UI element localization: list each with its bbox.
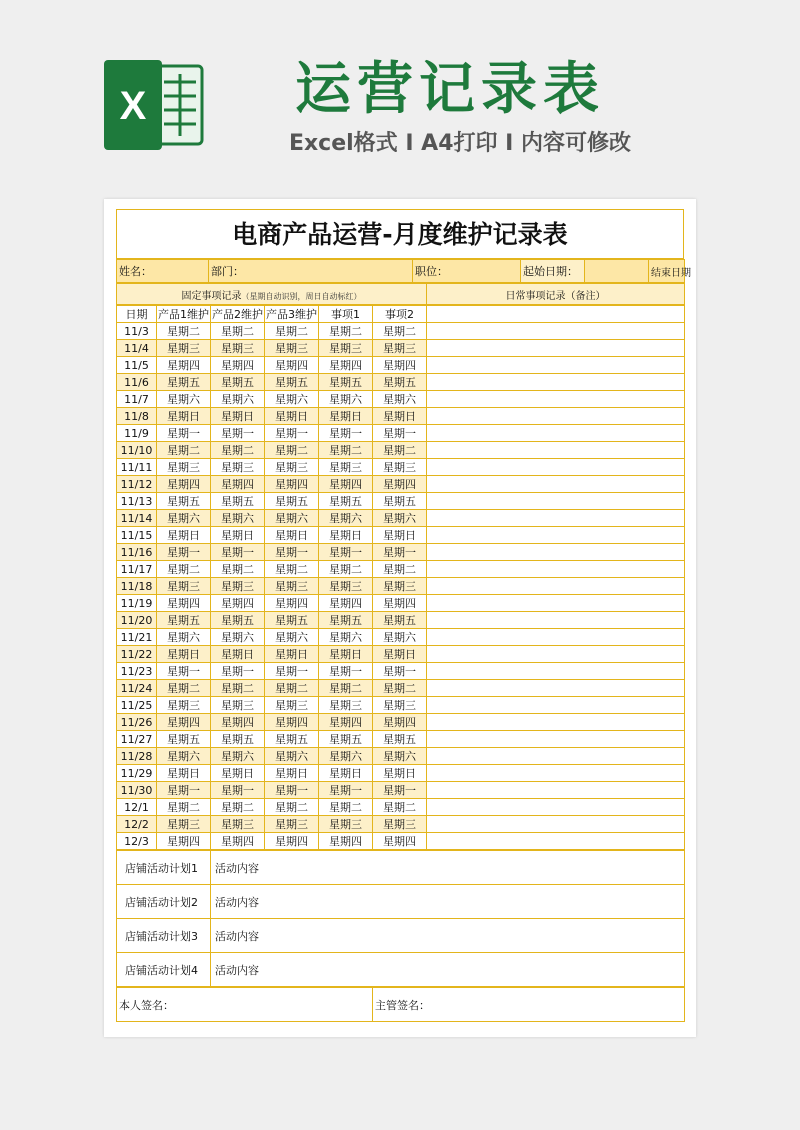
- day-row: [117, 425, 685, 442]
- day-row: [117, 578, 685, 595]
- day-item2-cell[interactable]: 星期日: [373, 408, 427, 425]
- day-product2-cell[interactable]: 星期五: [211, 731, 265, 748]
- day-date-cell: 11/18: [117, 578, 157, 595]
- plan-content-field[interactable]: 活动内容: [211, 851, 685, 885]
- plans-body: [117, 851, 685, 987]
- day-notes-cell[interactable]: [427, 833, 685, 850]
- plan-content-field[interactable]: 活动内容: [211, 919, 685, 953]
- paper-sheet: [104, 199, 696, 1037]
- day-row: [117, 374, 685, 391]
- day-notes-cell[interactable]: [427, 527, 685, 544]
- day-product2-cell[interactable]: 星期二: [211, 680, 265, 697]
- day-product1-cell[interactable]: 星期四: [157, 833, 211, 850]
- fixed-items-header: [117, 284, 427, 305]
- day-item2-cell[interactable]: 星期四: [373, 476, 427, 493]
- day-item1-cell[interactable]: 星期日: [319, 527, 373, 544]
- day-notes-cell[interactable]: [427, 357, 685, 374]
- day-item2-cell[interactable]: 星期二: [373, 323, 427, 340]
- day-product3-cell[interactable]: 星期日: [265, 646, 319, 663]
- column-header-product2: 产品2维护: [211, 306, 265, 323]
- day-item2-cell[interactable]: 星期三: [373, 340, 427, 357]
- day-notes-cell[interactable]: [427, 816, 685, 833]
- day-date-cell: 11/8: [117, 408, 157, 425]
- day-product3-cell[interactable]: 星期六: [265, 510, 319, 527]
- day-product1-cell[interactable]: 星期二: [157, 442, 211, 459]
- day-date-cell: 11/25: [117, 697, 157, 714]
- day-product2-cell[interactable]: 星期三: [211, 459, 265, 476]
- day-product2-cell[interactable]: 星期四: [211, 595, 265, 612]
- day-notes-cell[interactable]: [427, 340, 685, 357]
- day-product2-cell[interactable]: 星期六: [211, 510, 265, 527]
- day-row: [117, 510, 685, 527]
- day-item1-cell[interactable]: 星期三: [319, 816, 373, 833]
- day-product3-cell[interactable]: 星期日: [265, 408, 319, 425]
- column-header-item2: 事项2: [373, 306, 427, 323]
- day-product2-cell[interactable]: 星期二: [211, 323, 265, 340]
- day-notes-cell[interactable]: [427, 646, 685, 663]
- day-row: [117, 697, 685, 714]
- day-date-cell: 11/13: [117, 493, 157, 510]
- day-item2-cell[interactable]: 星期四: [373, 833, 427, 850]
- day-item1-cell[interactable]: 星期六: [319, 510, 373, 527]
- day-product1-cell[interactable]: 星期一: [157, 425, 211, 442]
- day-row: [117, 799, 685, 816]
- day-date-cell: 12/3: [117, 833, 157, 850]
- day-item2-cell[interactable]: 星期四: [373, 357, 427, 374]
- day-date-cell: 11/29: [117, 765, 157, 782]
- day-product1-cell[interactable]: 星期六: [157, 510, 211, 527]
- day-row: [117, 833, 685, 850]
- day-notes-cell[interactable]: [427, 442, 685, 459]
- day-date-cell: 11/21: [117, 629, 157, 646]
- day-row: [117, 595, 685, 612]
- day-product2-cell[interactable]: 星期六: [211, 629, 265, 646]
- day-date-cell: 11/17: [117, 561, 157, 578]
- day-item1-cell[interactable]: 星期一: [319, 663, 373, 680]
- day-product1-cell[interactable]: 星期六: [157, 629, 211, 646]
- day-item1-cell[interactable]: 星期三: [319, 697, 373, 714]
- daily-notes-header-cell[interactable]: [427, 306, 685, 323]
- day-item2-cell[interactable]: 星期三: [373, 459, 427, 476]
- column-header-item1: 事项1: [319, 306, 373, 323]
- day-product3-cell[interactable]: 星期四: [265, 714, 319, 731]
- day-product2-cell[interactable]: 星期二: [211, 442, 265, 459]
- day-item1-cell[interactable]: 星期五: [319, 493, 373, 510]
- day-product1-cell[interactable]: 星期日: [157, 646, 211, 663]
- day-item1-cell[interactable]: 星期五: [319, 374, 373, 391]
- day-product1-cell[interactable]: 星期六: [157, 391, 211, 408]
- day-row: [117, 408, 685, 425]
- plan-content-field[interactable]: 活动内容: [211, 885, 685, 919]
- day-notes-cell[interactable]: [427, 493, 685, 510]
- record-sheet: [116, 209, 691, 1022]
- day-date-cell: 12/1: [117, 799, 157, 816]
- day-item1-cell[interactable]: 星期二: [319, 323, 373, 340]
- day-product3-cell[interactable]: 星期六: [265, 748, 319, 765]
- fixed-items-note: （星期自动识别，周日自动标红）: [241, 291, 362, 301]
- day-product1-cell[interactable]: 星期一: [157, 544, 211, 561]
- day-notes-cell[interactable]: [427, 782, 685, 799]
- day-product1-cell[interactable]: 星期五: [157, 493, 211, 510]
- day-product1-cell[interactable]: 星期二: [157, 680, 211, 697]
- day-product1-cell[interactable]: 星期四: [157, 714, 211, 731]
- day-product2-cell[interactable]: 星期日: [211, 646, 265, 663]
- day-product1-cell[interactable]: 星期二: [157, 561, 211, 578]
- day-item2-cell[interactable]: 星期五: [373, 374, 427, 391]
- day-row: [117, 731, 685, 748]
- plan-row: [117, 919, 685, 953]
- day-date-cell: 11/11: [117, 459, 157, 476]
- sheet-title: 电商产品运营-月度维护记录表: [116, 209, 684, 259]
- day-notes-cell[interactable]: [427, 765, 685, 782]
- day-item2-cell[interactable]: 星期六: [373, 510, 427, 527]
- position-field[interactable]: 职位：: [413, 260, 521, 283]
- day-notes-cell[interactable]: [427, 578, 685, 595]
- day-item2-cell[interactable]: 星期三: [373, 816, 427, 833]
- day-row: [117, 544, 685, 561]
- day-product1-cell[interactable]: 星期三: [157, 578, 211, 595]
- day-row: [117, 323, 685, 340]
- day-product2-cell[interactable]: 星期日: [211, 527, 265, 544]
- day-item1-cell[interactable]: 星期四: [319, 595, 373, 612]
- day-product3-cell[interactable]: 星期五: [265, 612, 319, 629]
- day-row: [117, 612, 685, 629]
- day-product1-cell[interactable]: 星期四: [157, 595, 211, 612]
- day-product1-cell[interactable]: 星期二: [157, 799, 211, 816]
- day-product2-cell[interactable]: 星期三: [211, 697, 265, 714]
- day-row: [117, 391, 685, 408]
- day-item1-cell[interactable]: 星期一: [319, 544, 373, 561]
- end-date-field[interactable]: 结束日期: [649, 260, 685, 283]
- day-item1-cell[interactable]: 星期一: [319, 782, 373, 799]
- day-item2-cell[interactable]: 星期二: [373, 799, 427, 816]
- day-notes-cell[interactable]: [427, 731, 685, 748]
- day-product3-cell[interactable]: 星期三: [265, 816, 319, 833]
- day-item1-cell[interactable]: 星期二: [319, 799, 373, 816]
- day-item2-cell[interactable]: 星期五: [373, 731, 427, 748]
- day-item2-cell[interactable]: 星期二: [373, 561, 427, 578]
- day-row: [117, 442, 685, 459]
- plan-row: [117, 885, 685, 919]
- day-date-cell: 11/7: [117, 391, 157, 408]
- day-date-cell: 11/22: [117, 646, 157, 663]
- day-product3-cell[interactable]: 星期五: [265, 731, 319, 748]
- day-product2-cell[interactable]: 星期日: [211, 765, 265, 782]
- daily-table: [116, 305, 685, 850]
- day-item1-cell[interactable]: 星期六: [319, 629, 373, 646]
- section-header-row: [116, 283, 685, 305]
- day-notes-cell[interactable]: [427, 510, 685, 527]
- day-product3-cell[interactable]: 星期五: [265, 493, 319, 510]
- day-row: [117, 714, 685, 731]
- day-item2-cell[interactable]: 星期日: [373, 765, 427, 782]
- info-row: [116, 259, 691, 283]
- day-row: [117, 765, 685, 782]
- day-product1-cell[interactable]: 星期日: [157, 527, 211, 544]
- day-date-cell: 11/5: [117, 357, 157, 374]
- plan-content-field[interactable]: 活动内容: [211, 953, 685, 987]
- day-date-cell: 11/15: [117, 527, 157, 544]
- day-product2-cell[interactable]: 星期六: [211, 748, 265, 765]
- plan-label: 店铺活动计划4: [117, 953, 211, 987]
- column-header-product1: 产品1维护: [157, 306, 211, 323]
- column-header-product3: 产品3维护: [265, 306, 319, 323]
- day-notes-cell[interactable]: [427, 799, 685, 816]
- day-product2-cell[interactable]: 星期五: [211, 612, 265, 629]
- day-product1-cell[interactable]: 星期一: [157, 663, 211, 680]
- hero-subtitle: Excel格式 I A4打印 I 内容可修改: [288, 131, 632, 156]
- day-notes-cell[interactable]: [427, 459, 685, 476]
- day-product3-cell[interactable]: 星期四: [265, 476, 319, 493]
- day-item2-cell[interactable]: 星期六: [373, 748, 427, 765]
- manager-signature-field[interactable]: 主管签名：: [373, 988, 685, 1022]
- day-product3-cell[interactable]: 星期四: [265, 357, 319, 374]
- day-date-cell: 11/26: [117, 714, 157, 731]
- day-product1-cell[interactable]: 星期六: [157, 748, 211, 765]
- days-body: [117, 323, 685, 850]
- day-date-cell: 11/12: [117, 476, 157, 493]
- day-row: [117, 476, 685, 493]
- day-product1-cell[interactable]: 星期三: [157, 697, 211, 714]
- excel-logo-icon: [102, 56, 204, 154]
- day-notes-cell[interactable]: [427, 476, 685, 493]
- day-item2-cell[interactable]: 星期一: [373, 544, 427, 561]
- name-field[interactable]: 姓名：: [117, 260, 209, 283]
- day-product3-cell[interactable]: 星期二: [265, 323, 319, 340]
- day-product1-cell[interactable]: 星期日: [157, 765, 211, 782]
- day-product1-cell[interactable]: 星期日: [157, 408, 211, 425]
- day-product1-cell[interactable]: 星期一: [157, 782, 211, 799]
- day-notes-cell[interactable]: [427, 561, 685, 578]
- day-row: [117, 748, 685, 765]
- day-product1-cell[interactable]: 星期四: [157, 476, 211, 493]
- day-item1-cell[interactable]: 星期六: [319, 748, 373, 765]
- day-item2-cell[interactable]: 星期一: [373, 663, 427, 680]
- day-row: [117, 340, 685, 357]
- day-notes-cell[interactable]: [427, 748, 685, 765]
- day-notes-cell[interactable]: [427, 544, 685, 561]
- day-date-cell: 11/4: [117, 340, 157, 357]
- day-item2-cell[interactable]: 星期一: [373, 782, 427, 799]
- day-item2-cell[interactable]: 星期六: [373, 629, 427, 646]
- day-product2-cell[interactable]: 星期一: [211, 544, 265, 561]
- day-product3-cell[interactable]: 星期五: [265, 374, 319, 391]
- day-product3-cell[interactable]: 星期三: [265, 578, 319, 595]
- day-product2-cell[interactable]: 星期四: [211, 714, 265, 731]
- day-notes-cell[interactable]: [427, 408, 685, 425]
- day-product1-cell[interactable]: 星期五: [157, 374, 211, 391]
- day-product3-cell[interactable]: 星期二: [265, 799, 319, 816]
- day-date-cell: 11/14: [117, 510, 157, 527]
- day-product1-cell[interactable]: 星期三: [157, 816, 211, 833]
- day-row: [117, 493, 685, 510]
- plan-label: 店铺活动计划2: [117, 885, 211, 919]
- day-date-cell: 11/27: [117, 731, 157, 748]
- start-date-label: 起始日期：: [521, 260, 585, 283]
- day-item1-cell[interactable]: 星期二: [319, 561, 373, 578]
- day-item1-cell[interactable]: 星期一: [319, 425, 373, 442]
- day-date-cell: 11/16: [117, 544, 157, 561]
- day-item2-cell[interactable]: 星期三: [373, 697, 427, 714]
- day-row: [117, 357, 685, 374]
- day-item2-cell[interactable]: 星期六: [373, 391, 427, 408]
- day-item2-cell[interactable]: 星期四: [373, 595, 427, 612]
- day-item2-cell[interactable]: 星期日: [373, 646, 427, 663]
- day-item2-cell[interactable]: 星期二: [373, 680, 427, 697]
- day-notes-cell[interactable]: [427, 391, 685, 408]
- day-row: [117, 782, 685, 799]
- day-product1-cell[interactable]: 星期四: [157, 357, 211, 374]
- day-row: [117, 816, 685, 833]
- day-date-cell: 11/10: [117, 442, 157, 459]
- day-item2-cell[interactable]: 星期三: [373, 578, 427, 595]
- day-notes-cell[interactable]: [427, 697, 685, 714]
- day-date-cell: 11/28: [117, 748, 157, 765]
- day-notes-cell[interactable]: [427, 425, 685, 442]
- day-product2-cell[interactable]: 星期四: [211, 476, 265, 493]
- day-notes-cell[interactable]: [427, 663, 685, 680]
- day-item2-cell[interactable]: 星期四: [373, 714, 427, 731]
- day-product2-cell[interactable]: 星期二: [211, 799, 265, 816]
- signature-row: [116, 987, 685, 1022]
- day-product3-cell[interactable]: 星期三: [265, 340, 319, 357]
- start-date-field[interactable]: [585, 260, 649, 283]
- logo-letter: X: [119, 84, 147, 128]
- day-item2-cell[interactable]: 星期一: [373, 425, 427, 442]
- day-product3-cell[interactable]: 星期二: [265, 442, 319, 459]
- day-notes-cell[interactable]: [427, 629, 685, 646]
- day-notes-cell[interactable]: [427, 612, 685, 629]
- day-product3-cell[interactable]: 星期三: [265, 459, 319, 476]
- day-product3-cell[interactable]: 星期二: [265, 680, 319, 697]
- day-item1-cell[interactable]: 星期四: [319, 357, 373, 374]
- day-item1-cell[interactable]: 星期六: [319, 391, 373, 408]
- day-product2-cell[interactable]: 星期六: [211, 391, 265, 408]
- day-item1-cell[interactable]: 星期四: [319, 833, 373, 850]
- daily-items-header: 日常事项记录（备注）: [427, 284, 685, 305]
- day-product3-cell[interactable]: 星期二: [265, 561, 319, 578]
- day-product2-cell[interactable]: 星期五: [211, 374, 265, 391]
- day-product2-cell[interactable]: 星期二: [211, 561, 265, 578]
- day-item1-cell[interactable]: 星期三: [319, 340, 373, 357]
- day-date-cell: 11/23: [117, 663, 157, 680]
- day-product3-cell[interactable]: 星期四: [265, 595, 319, 612]
- day-item1-cell[interactable]: 星期日: [319, 765, 373, 782]
- day-product3-cell[interactable]: 星期六: [265, 391, 319, 408]
- day-product3-cell[interactable]: 星期三: [265, 697, 319, 714]
- day-product3-cell[interactable]: 星期六: [265, 629, 319, 646]
- column-header-date: 日期: [117, 306, 157, 323]
- day-product3-cell[interactable]: 星期日: [265, 765, 319, 782]
- day-item2-cell[interactable]: 星期二: [373, 442, 427, 459]
- day-item1-cell[interactable]: 星期日: [319, 408, 373, 425]
- day-product2-cell[interactable]: 星期三: [211, 816, 265, 833]
- day-product3-cell[interactable]: 星期一: [265, 425, 319, 442]
- day-notes-cell[interactable]: [427, 714, 685, 731]
- day-row: [117, 680, 685, 697]
- self-signature-field[interactable]: 本人签名：: [117, 988, 373, 1022]
- day-notes-cell[interactable]: [427, 595, 685, 612]
- day-row: [117, 663, 685, 680]
- day-item2-cell[interactable]: 星期五: [373, 493, 427, 510]
- day-date-cell: 12/2: [117, 816, 157, 833]
- day-product2-cell[interactable]: 星期一: [211, 782, 265, 799]
- day-product2-cell[interactable]: 星期五: [211, 493, 265, 510]
- day-item1-cell[interactable]: 星期二: [319, 442, 373, 459]
- day-product3-cell[interactable]: 星期四: [265, 833, 319, 850]
- plans-table: [116, 850, 685, 987]
- day-product2-cell[interactable]: 星期一: [211, 425, 265, 442]
- day-item1-cell[interactable]: 星期五: [319, 612, 373, 629]
- day-row: [117, 629, 685, 646]
- day-date-cell: 11/9: [117, 425, 157, 442]
- day-product3-cell[interactable]: 星期一: [265, 663, 319, 680]
- day-row: [117, 459, 685, 476]
- day-product3-cell[interactable]: 星期一: [265, 544, 319, 561]
- day-date-cell: 11/3: [117, 323, 157, 340]
- day-product1-cell[interactable]: 星期三: [157, 459, 211, 476]
- day-product1-cell[interactable]: 星期三: [157, 340, 211, 357]
- day-item2-cell[interactable]: 星期五: [373, 612, 427, 629]
- day-date-cell: 11/19: [117, 595, 157, 612]
- day-item1-cell[interactable]: 星期三: [319, 459, 373, 476]
- day-notes-cell[interactable]: [427, 323, 685, 340]
- day-item1-cell[interactable]: 星期四: [319, 476, 373, 493]
- plan-row: [117, 851, 685, 885]
- plan-label: 店铺活动计划1: [117, 851, 211, 885]
- fixed-items-label: 固定事项记录: [181, 290, 242, 302]
- day-item1-cell[interactable]: 星期二: [319, 680, 373, 697]
- day-notes-cell[interactable]: [427, 680, 685, 697]
- day-item1-cell[interactable]: 星期五: [319, 731, 373, 748]
- day-date-cell: 11/24: [117, 680, 157, 697]
- day-product2-cell[interactable]: 星期三: [211, 578, 265, 595]
- day-item2-cell[interactable]: 星期日: [373, 527, 427, 544]
- dept-field[interactable]: 部门：: [209, 260, 413, 283]
- hero-title: 运营记录表: [295, 57, 605, 122]
- day-product2-cell[interactable]: 星期一: [211, 663, 265, 680]
- day-date-cell: 11/6: [117, 374, 157, 391]
- day-row: [117, 527, 685, 544]
- day-item1-cell[interactable]: 星期四: [319, 714, 373, 731]
- day-product1-cell[interactable]: 星期五: [157, 612, 211, 629]
- day-product2-cell[interactable]: 星期四: [211, 833, 265, 850]
- day-date-cell: 11/20: [117, 612, 157, 629]
- day-item1-cell[interactable]: 星期三: [319, 578, 373, 595]
- day-date-cell: 11/30: [117, 782, 157, 799]
- plan-label: 店铺活动计划3: [117, 919, 211, 953]
- plan-row: [117, 953, 685, 987]
- day-product3-cell[interactable]: 星期一: [265, 782, 319, 799]
- day-row: [117, 646, 685, 663]
- day-item1-cell[interactable]: 星期日: [319, 646, 373, 663]
- day-product2-cell[interactable]: 星期日: [211, 408, 265, 425]
- day-product3-cell[interactable]: 星期日: [265, 527, 319, 544]
- day-notes-cell[interactable]: [427, 374, 685, 391]
- day-product1-cell[interactable]: 星期二: [157, 323, 211, 340]
- day-product2-cell[interactable]: 星期三: [211, 340, 265, 357]
- day-product2-cell[interactable]: 星期四: [211, 357, 265, 374]
- day-row: [117, 561, 685, 578]
- day-product1-cell[interactable]: 星期五: [157, 731, 211, 748]
